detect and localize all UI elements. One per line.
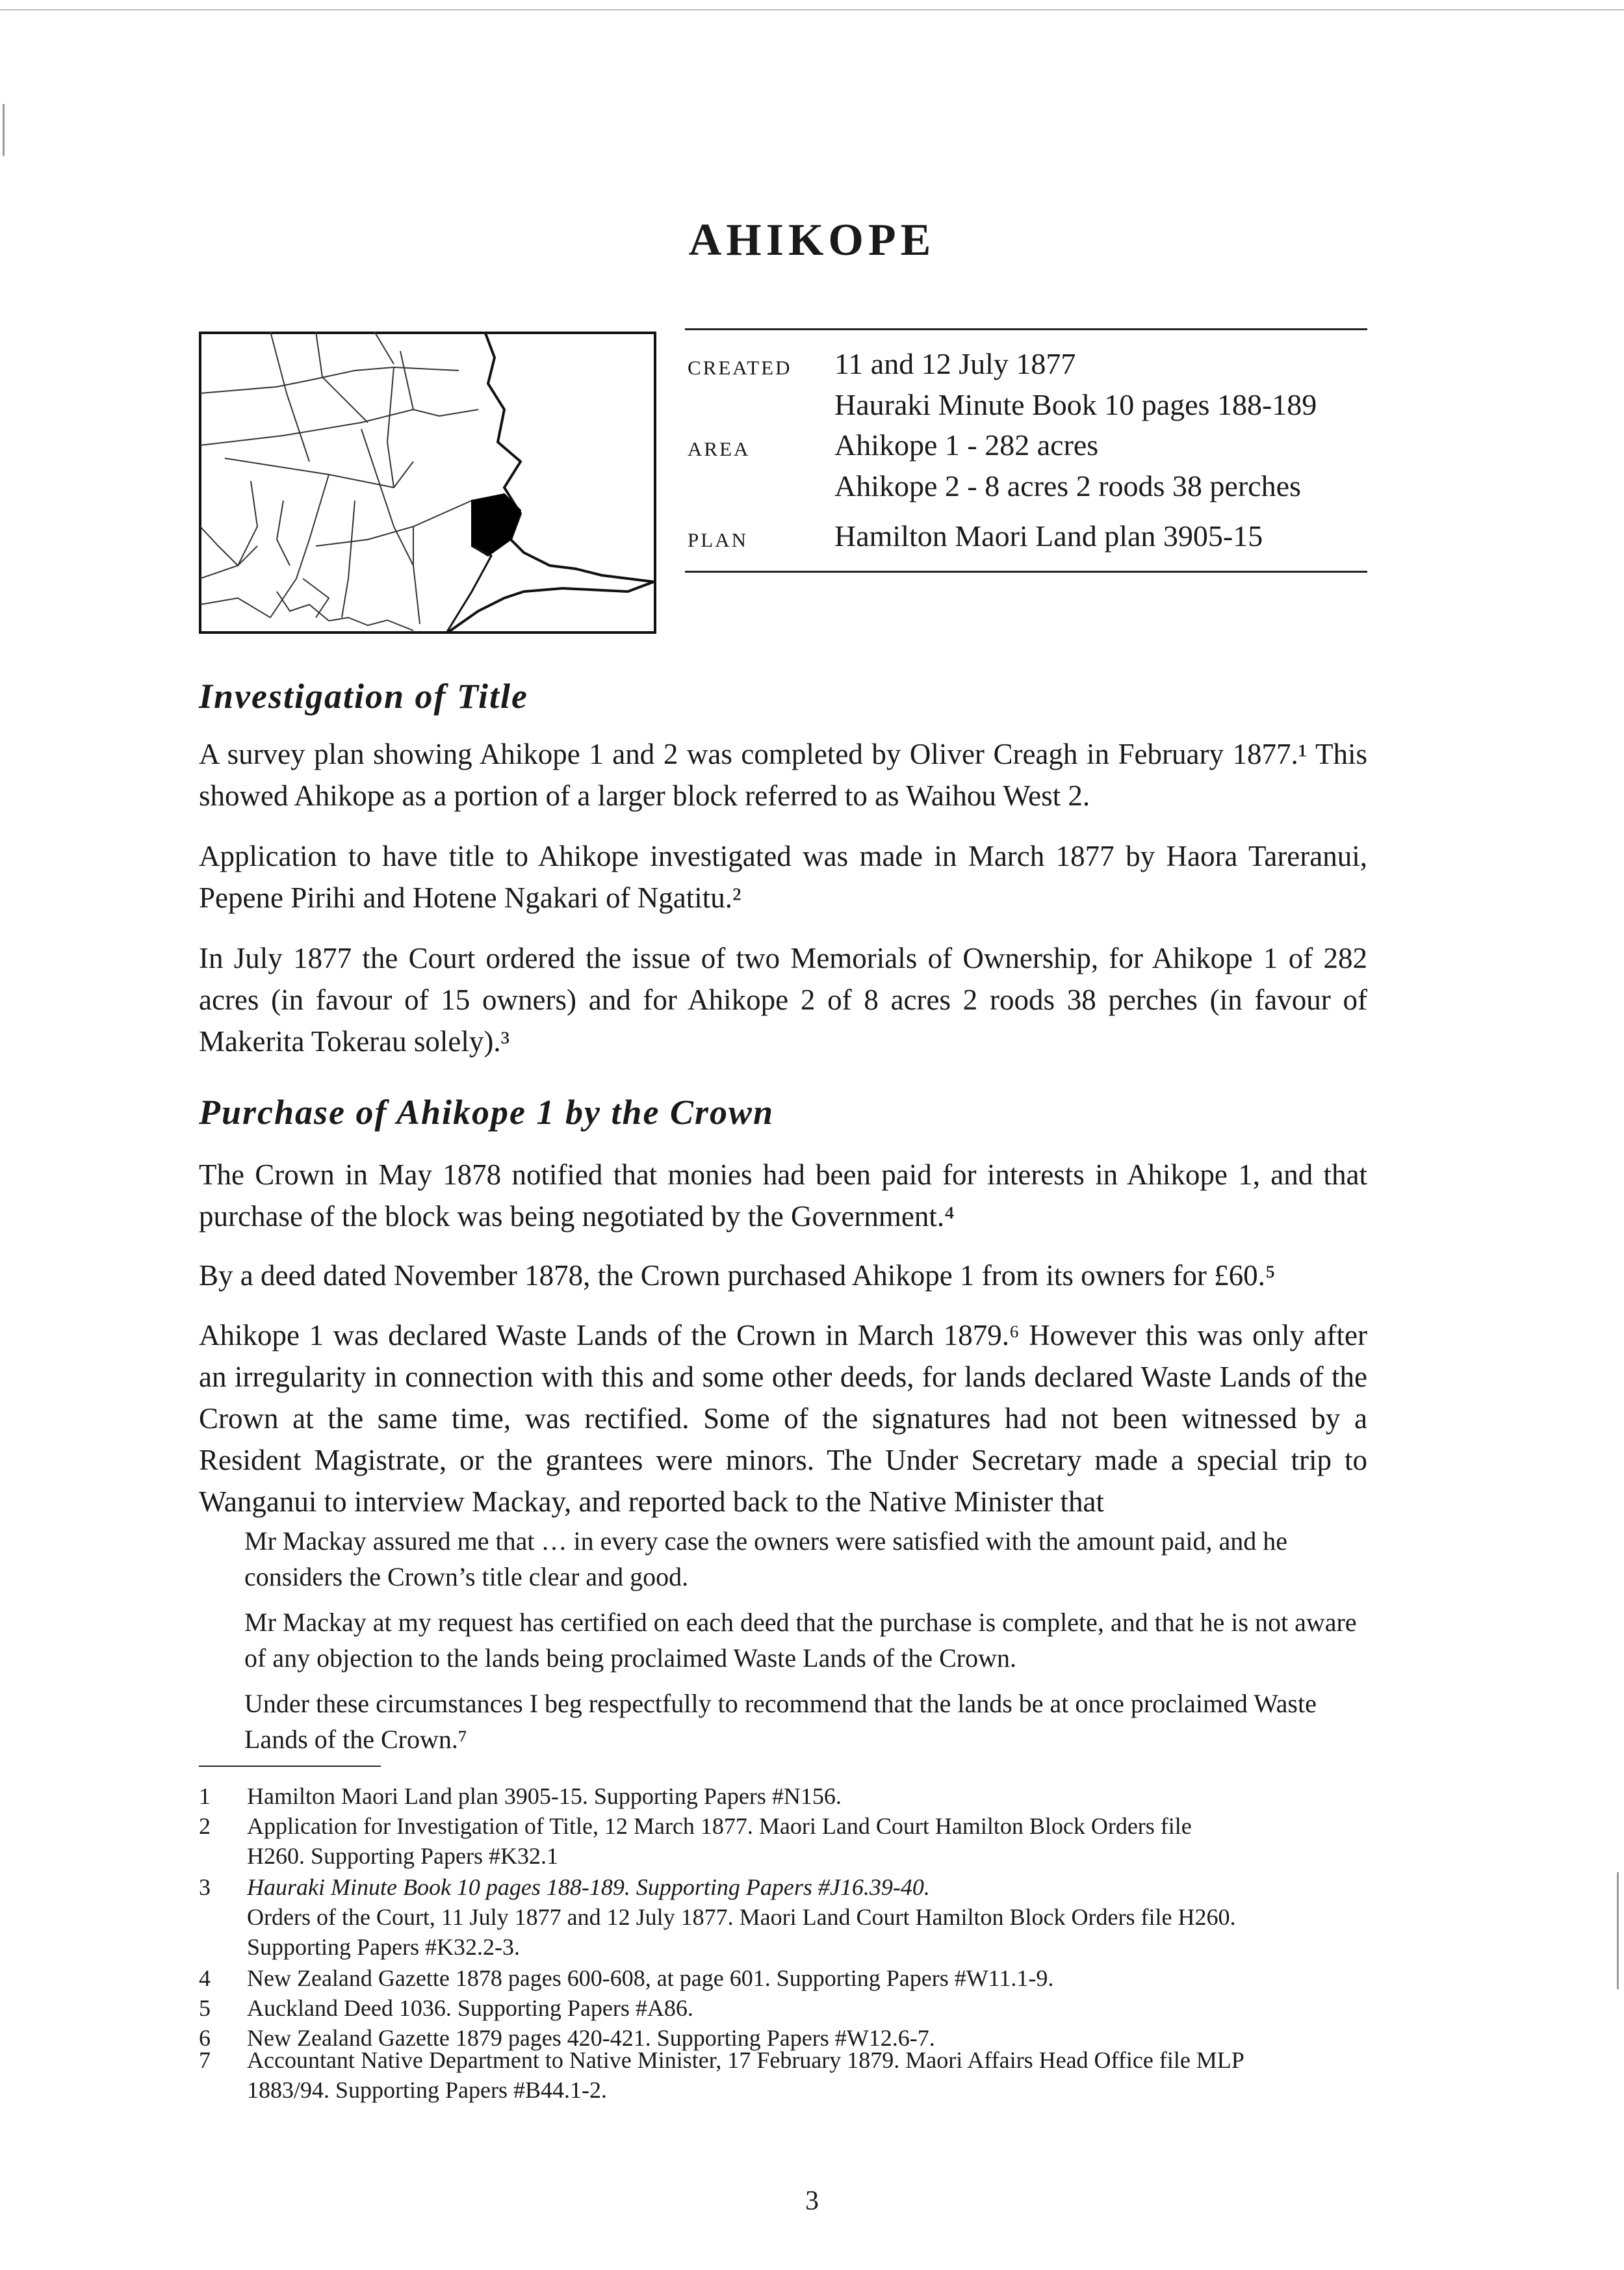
footnote-text: Accountant Native Department to Native Minister, 17 February 1879. Maori Affairs Head Office file MLP xyxy=(247,2047,1244,2073)
area-value: Ahikope 2 - 8 acres 2 roods 38 perches xyxy=(834,469,1301,502)
footnote-text: Application for Investigation of Title, 12 March 1877. Maori Land Court Hamilton Block Orders file xyxy=(247,1813,1192,1839)
footnote-number: 1 xyxy=(199,1783,211,1809)
plan-label: PLAN xyxy=(688,528,748,551)
footnote-text: New Zealand Gazette 1879 pages 420-421. Supporting Papers #W12.6-7. xyxy=(247,2025,935,2051)
block-quote: Under these circumstances I beg respectfully to recommend that the lands be at once proclaimed Waste Lands of the Crown.⁷ xyxy=(244,1689,1317,1754)
footnote-number: 7 xyxy=(199,2047,211,2073)
footnote-text: New Zealand Gazette 1878 pages 600-608, at page 601. Supporting Papers #W11.1-9. xyxy=(247,1965,1054,1991)
footnote-text: H260. Supporting Papers #K32.1 xyxy=(247,1843,558,1869)
created-label: CREATED xyxy=(688,356,792,379)
area-label: AREA xyxy=(688,437,751,460)
paragraph: By a deed dated November 1878, the Crown purchased Ahikope 1 from its owners for £60.⁵ xyxy=(199,1259,1276,1292)
scan-edge-mark xyxy=(3,104,5,156)
section-heading: Purchase of Ahikope 1 by the Crown xyxy=(199,1093,775,1132)
paragraph: In July 1877 the Court ordered the issue of two Memorials of Ownership, for Ahikope 1 of 282 acres (in favour of 15 owners) and for Ahikope 2 of 8 acres 2 roods 38 perches (in favour of Makerita Tokerau solely).³ xyxy=(199,942,1367,1058)
page-title: AHIKOPE xyxy=(688,215,936,265)
scan-edge-mark xyxy=(1617,1872,1619,1989)
footnote-number: 2 xyxy=(199,1813,211,1839)
location-map xyxy=(199,332,656,634)
footnote-text: 1883/94. Supporting Papers #B44.1-2. xyxy=(247,2077,607,2103)
footnote-text: Orders of the Court, 11 July 1877 and 12 July 1877. Maori Land Court Hamilton Block Orders file H260. xyxy=(247,1904,1236,1930)
footnote-text: Hamilton Maori Land plan 3905-15. Supporting Papers #N156. xyxy=(247,1783,842,1809)
paragraph: Ahikope 1 was declared Waste Lands of the Crown in March 1879.⁶ However this was only after an irregularity in connection with this and some other deeds, for lands declared Waste Lands of the Crown at the same time, was rectified. Some of the signatures had not been witnessed by a Resident Magistrate, or the grantees were minors. The Under Secretary made a special trip to Wanganui to interview Mackay, and reported back to the Native Minister that xyxy=(199,1319,1367,1518)
block-quote: Mr Mackay at my request has certified on each deed that the purchase is complete, and that he is not aware of any objection to the lands being proclaimed Waste Lands of the Crown. xyxy=(244,1608,1357,1673)
top-rule xyxy=(0,9,1624,10)
area-value: Ahikope 1 - 282 acres xyxy=(834,428,1099,462)
paragraph: A survey plan showing Ahikope 1 and 2 was completed by Oliver Creagh in February 1877.¹ This showed Ahikope as a portion of a larger block referred to as Waihou West 2. xyxy=(199,738,1367,812)
paragraph: Application to have title to Ahikope investigated was made in March 1877 by Haora Tareranui, Pepene Pirihi and Hotene Ngakari of Ngatitu.² xyxy=(199,840,1367,914)
created-value: Hauraki Minute Book 10 pages 188-189 xyxy=(834,388,1317,421)
footnote-text: Auckland Deed 1036. Supporting Papers #A86. xyxy=(247,1995,693,2021)
footnote-number: 4 xyxy=(199,1965,211,1991)
footnote-text: Hauraki Minute Book 10 pages 188-189. Supporting Papers #J16.39-40. xyxy=(247,1874,930,1900)
footnote-number: 6 xyxy=(199,2025,211,2051)
block-quote: Mr Mackay assured me that … in every case the owners were satisfied with the amount paid, and he considers the Crown’s title clear and good. xyxy=(244,1526,1288,1591)
footnote-rule xyxy=(199,1766,381,1767)
paragraph: The Crown in May 1878 notified that monies had been paid for interests in Ahikope 1, and that purchase of the block was being negotiated by the Government.⁴ xyxy=(199,1158,1367,1233)
created-value: 11 and 12 July 1877 xyxy=(834,347,1076,380)
footnote-number: 5 xyxy=(199,1995,211,2021)
page-number: 3 xyxy=(805,2186,819,2216)
plan-value: Hamilton Maori Land plan 3905-15 xyxy=(834,519,1263,553)
footnote-text: Supporting Papers #K32.2-3. xyxy=(247,1934,520,1960)
footnote-number: 3 xyxy=(199,1874,211,1900)
section-heading: Investigation of Title xyxy=(199,677,528,716)
block-info-table xyxy=(685,328,1367,573)
